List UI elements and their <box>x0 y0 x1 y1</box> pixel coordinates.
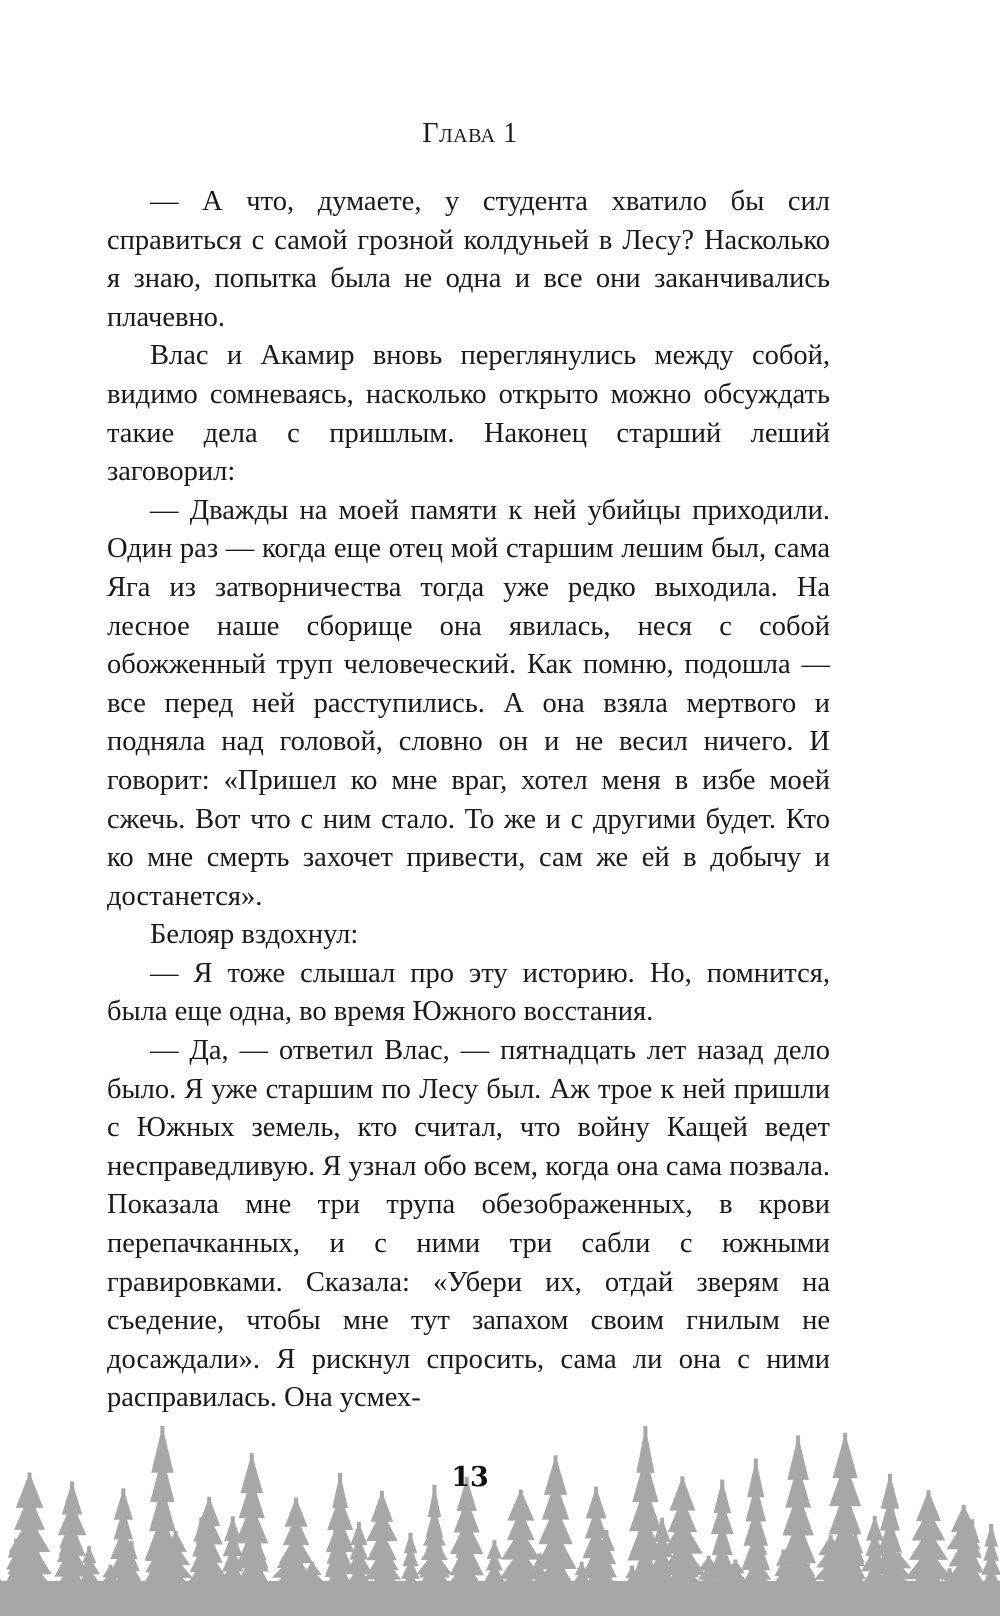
tree-silhouette <box>139 1426 185 1616</box>
paragraph: — А что, думаете, у студента хватило бы сил справиться с самой грозной колдуньей в Лесу? Насколько я знаю, попытка была не одна и все они заканчивались плачевно. <box>107 186 830 333</box>
tree-silhouette <box>705 1480 739 1616</box>
tree-silhouette <box>396 1533 425 1616</box>
tree-silhouette <box>496 1490 545 1616</box>
tree-silhouette <box>0 1472 61 1616</box>
paragraph: Влас и Акамир вновь переглянулись между собой, видимо сомневаясь, насколько открыто можно обсуждать такие дела с пришлым. Наконец старший леший заговорил: <box>107 340 830 488</box>
paragraph: — Дважды на моей памяти к ней убийцы приходили. Один раз — когда еще отец мой старшим лешим был, сама Яга из затворничества тогда уже редко выходила. На лесное наше сборище она явилась, неся с собой обожженный труп человеческий. Как помню, подошла — все перед ней расступились. А она взяла мертвого и подняла над головой, словно он и не весил ничего. И говорит: «Пришел ко мне враг, хотел меня в избе моей сжечь. Вот что с ним стало. То же и с другими будет. Кто ко мне смерть захочет привести, сам же ей в добычу и достанется». <box>107 494 830 912</box>
paragraph: — Да, — ответил Влас, — пятнадцать лет назад дело было. Я уже старшим по Лесу был. Аж трое к ней пришли с Южных земель, кто считал, что войну Кащей ведет несправедливую. Я узнал обо всем, когда она сама позвала. Показала мне три трупа обезображенных, в крови перепачканных, и с ними три сабли с южными гравировками. Сказала: «Убери их, отдай зверям на съедение, чтобы мне тут запахом своим гнилым не досаждали». Я рискнул спросить, сама ли она с ними расправилась. Она усмех- <box>107 1035 830 1414</box>
paragraph: Белояр вздохнул: <box>150 919 359 951</box>
body-text <box>107 183 830 1418</box>
tree-silhouette <box>625 1426 665 1616</box>
tree-silhouette <box>272 1498 319 1616</box>
tree-silhouette <box>573 1487 620 1616</box>
tree-silhouette <box>445 1477 489 1616</box>
paragraph: — Я тоже слышал про эту историю. Но, помнится, была еще одна, во время Южного восстания. <box>107 957 830 1028</box>
tree-silhouette <box>822 1433 868 1616</box>
tree-silhouette <box>104 1488 142 1616</box>
tree-silhouette <box>51 1481 92 1616</box>
tree-silhouette <box>184 1497 235 1616</box>
chapter-title: Глава 1 <box>422 118 518 149</box>
page-number: 13 <box>451 1462 489 1493</box>
